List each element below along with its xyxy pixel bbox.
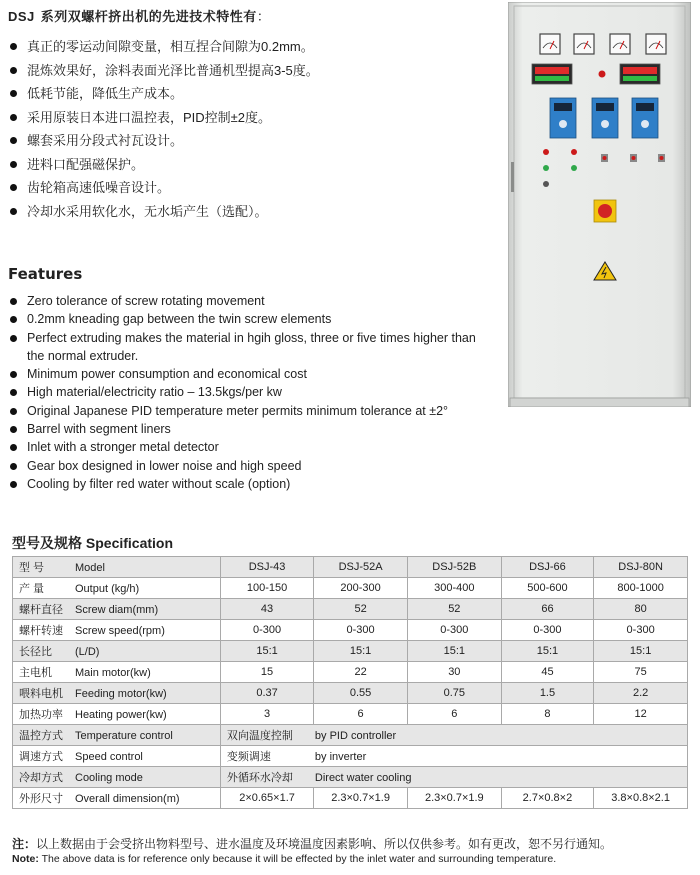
list-item: Barrel with segment liners bbox=[8, 420, 488, 438]
table-row bbox=[13, 557, 688, 578]
features-title: Features bbox=[8, 265, 83, 283]
table-cell: 15:1 bbox=[314, 641, 408, 662]
table-cell: 22 bbox=[314, 662, 408, 683]
list-item: 冷却水采用软化水，无水垢产生（选配）。 bbox=[8, 200, 368, 224]
list-item: 齿轮箱高速低噪音设计。 bbox=[8, 176, 368, 200]
table-cell: 15:1 bbox=[407, 641, 501, 662]
table-cell: 15:1 bbox=[220, 641, 313, 662]
row-label: 产 量 Output (kg/h) bbox=[13, 578, 221, 599]
table-row bbox=[13, 788, 688, 809]
table-cell-wide: 双向温度控制 by PID controller bbox=[220, 725, 687, 746]
list-item: Minimum power consumption and economical cost bbox=[8, 365, 488, 383]
row-label: 外形尺寸 Overall dimension(m) bbox=[13, 788, 221, 809]
table-cell: 15:1 bbox=[501, 641, 594, 662]
table-cell: 0-300 bbox=[594, 620, 688, 641]
bullet-icon bbox=[10, 184, 17, 191]
control-cabinet-image bbox=[508, 2, 691, 407]
bullet-icon bbox=[10, 161, 17, 168]
list-item: Perfect extruding makes the material in hgih gloss, three or five times higher than the normal extruder. bbox=[8, 329, 488, 366]
row-label: 螺杆转速 Screw speed(rpm) bbox=[13, 620, 221, 641]
model-cell: DSJ-52B bbox=[407, 557, 501, 578]
table-cell: 0-300 bbox=[314, 620, 408, 641]
table-cell: 0-300 bbox=[407, 620, 501, 641]
table-cell: 30 bbox=[407, 662, 501, 683]
list-item: 真正的零运动间隙变量，相互捏合间隙为0.2mm。 bbox=[8, 35, 368, 59]
table-row bbox=[13, 767, 688, 788]
bullet-icon bbox=[10, 463, 17, 470]
emergency-stop-icon bbox=[594, 200, 616, 222]
inverter-panel-icon bbox=[550, 98, 658, 138]
table-cell: 66 bbox=[501, 599, 594, 620]
table-cell: 43 bbox=[220, 599, 313, 620]
table-cell: 3.8×0.8×2.1 bbox=[594, 788, 688, 809]
table-cell: 6 bbox=[314, 704, 408, 725]
en-feature-list bbox=[8, 292, 488, 493]
bullet-icon bbox=[10, 426, 17, 433]
table-cell: 2.3×0.7×1.9 bbox=[314, 788, 408, 809]
bullet-icon bbox=[10, 298, 17, 305]
spec-table bbox=[12, 556, 688, 809]
table-row bbox=[13, 599, 688, 620]
title-suffix: ： bbox=[256, 9, 271, 24]
table-row bbox=[13, 641, 688, 662]
table-row bbox=[13, 746, 688, 767]
list-item: Zero tolerance of screw rotating movement bbox=[8, 292, 488, 310]
list-item: High material/electricity ratio – 13.5kgs/per kw bbox=[8, 383, 488, 401]
cn-feature-list bbox=[8, 35, 368, 223]
table-cell: 8 bbox=[501, 704, 594, 725]
table-cell: 6 bbox=[407, 704, 501, 725]
table-row bbox=[13, 704, 688, 725]
table-cell: 52 bbox=[314, 599, 408, 620]
table-cell: 0.37 bbox=[220, 683, 313, 704]
model-cell: DSJ-66 bbox=[501, 557, 594, 578]
bullet-icon bbox=[10, 408, 17, 415]
table-row bbox=[13, 683, 688, 704]
table-cell: 15:1 bbox=[594, 641, 688, 662]
table-cell: 800-1000 bbox=[594, 578, 688, 599]
row-label: 长径比 (L/D) bbox=[13, 641, 221, 662]
row-label: 主电机 Main motor(kw) bbox=[13, 662, 221, 683]
bullet-icon bbox=[10, 481, 17, 488]
bullet-icon bbox=[10, 444, 17, 451]
table-cell: 0.75 bbox=[407, 683, 501, 704]
table-cell: 100-150 bbox=[220, 578, 313, 599]
bullet-icon bbox=[10, 137, 17, 144]
table-cell: 2.3×0.7×1.9 bbox=[407, 788, 501, 809]
list-item: 混炼效果好，涂料表面光泽比普通机型提高3-5度。 bbox=[8, 59, 368, 83]
list-item: 进料口配强磁保护。 bbox=[8, 153, 368, 177]
page-title bbox=[8, 6, 270, 25]
model-cell: DSJ-80N bbox=[594, 557, 688, 578]
list-item: 低耗节能，降低生产成本。 bbox=[8, 82, 368, 106]
table-cell: 80 bbox=[594, 599, 688, 620]
table-cell: 12 bbox=[594, 704, 688, 725]
row-label: 螺杆直径 Screw diam(mm) bbox=[13, 599, 221, 620]
table-cell: 3 bbox=[220, 704, 313, 725]
note-en: Note: The above data is for reference only because it will be effected by the inlet water and surrounding temperature. bbox=[12, 853, 557, 865]
title-text: 系列双螺杆挤出机的先进技术特性有 bbox=[40, 9, 257, 24]
table-row bbox=[13, 620, 688, 641]
list-item: 0.2mm kneading gap between the twin screw elements bbox=[8, 310, 488, 328]
table-cell-wide: 变频调速 by inverter bbox=[220, 746, 687, 767]
model-cell: DSJ-43 bbox=[220, 557, 313, 578]
bullet-icon bbox=[10, 208, 17, 215]
model-cell: DSJ-52A bbox=[314, 557, 408, 578]
row-label: 冷却方式 Cooling mode bbox=[13, 767, 221, 788]
bullet-icon bbox=[10, 90, 17, 97]
row-label: 温控方式 Temperature control bbox=[13, 725, 221, 746]
row-label: 喂料电机 Feeding motor(kw) bbox=[13, 683, 221, 704]
table-cell: 200-300 bbox=[314, 578, 408, 599]
bullet-icon bbox=[10, 371, 17, 378]
bullet-icon bbox=[10, 316, 17, 323]
list-item: Original Japanese PID temperature meter permits minimum tolerance at ±2° bbox=[8, 402, 488, 420]
bullet-icon bbox=[10, 67, 17, 74]
bullet-icon bbox=[10, 389, 17, 396]
table-cell: 0-300 bbox=[220, 620, 313, 641]
table-row bbox=[13, 662, 688, 683]
table-cell: 45 bbox=[501, 662, 594, 683]
table-cell: 52 bbox=[407, 599, 501, 620]
note-cn: 注：以上数据由于会受挤出物料型号、进水温度及环境温度因素影响、所以仅供参考。如有更改，恕不另行通知。 bbox=[12, 837, 613, 851]
table-cell: 2.2 bbox=[594, 683, 688, 704]
table-cell: 0.55 bbox=[314, 683, 408, 704]
table-cell: 500-600 bbox=[501, 578, 594, 599]
table-row bbox=[13, 578, 688, 599]
bullet-icon bbox=[10, 114, 17, 121]
title-code: DSJ bbox=[8, 9, 35, 24]
row-label: 调速方式 Speed control bbox=[13, 746, 221, 767]
table-cell: 2×0.65×1.7 bbox=[220, 788, 313, 809]
table-cell: 75 bbox=[594, 662, 688, 683]
bullet-icon bbox=[10, 335, 17, 342]
row-label: 型 号 Model bbox=[13, 557, 221, 578]
table-cell: 300-400 bbox=[407, 578, 501, 599]
list-item: 螺套采用分段式衬瓦设计。 bbox=[8, 129, 368, 153]
spec-title: 型号及规格 Specification bbox=[12, 535, 174, 551]
list-item: Gear box designed in lower noise and high speed bbox=[8, 457, 488, 475]
table-cell: 2.7×0.8×2 bbox=[501, 788, 594, 809]
table-cell: 1.5 bbox=[501, 683, 594, 704]
bullet-icon bbox=[10, 43, 17, 50]
table-cell: 0-300 bbox=[501, 620, 594, 641]
row-label: 加热功率 Heating power(kw) bbox=[13, 704, 221, 725]
table-cell-wide: 外循环水冷却 Direct water cooling bbox=[220, 767, 687, 788]
list-item: Cooling by filter red water without scale (option) bbox=[8, 475, 488, 493]
table-row bbox=[13, 725, 688, 746]
table-cell: 15 bbox=[220, 662, 313, 683]
list-item: Inlet with a stronger metal detector bbox=[8, 438, 488, 456]
list-item: 采用原装日本进口温控表，PID控制±2度。 bbox=[8, 106, 368, 130]
